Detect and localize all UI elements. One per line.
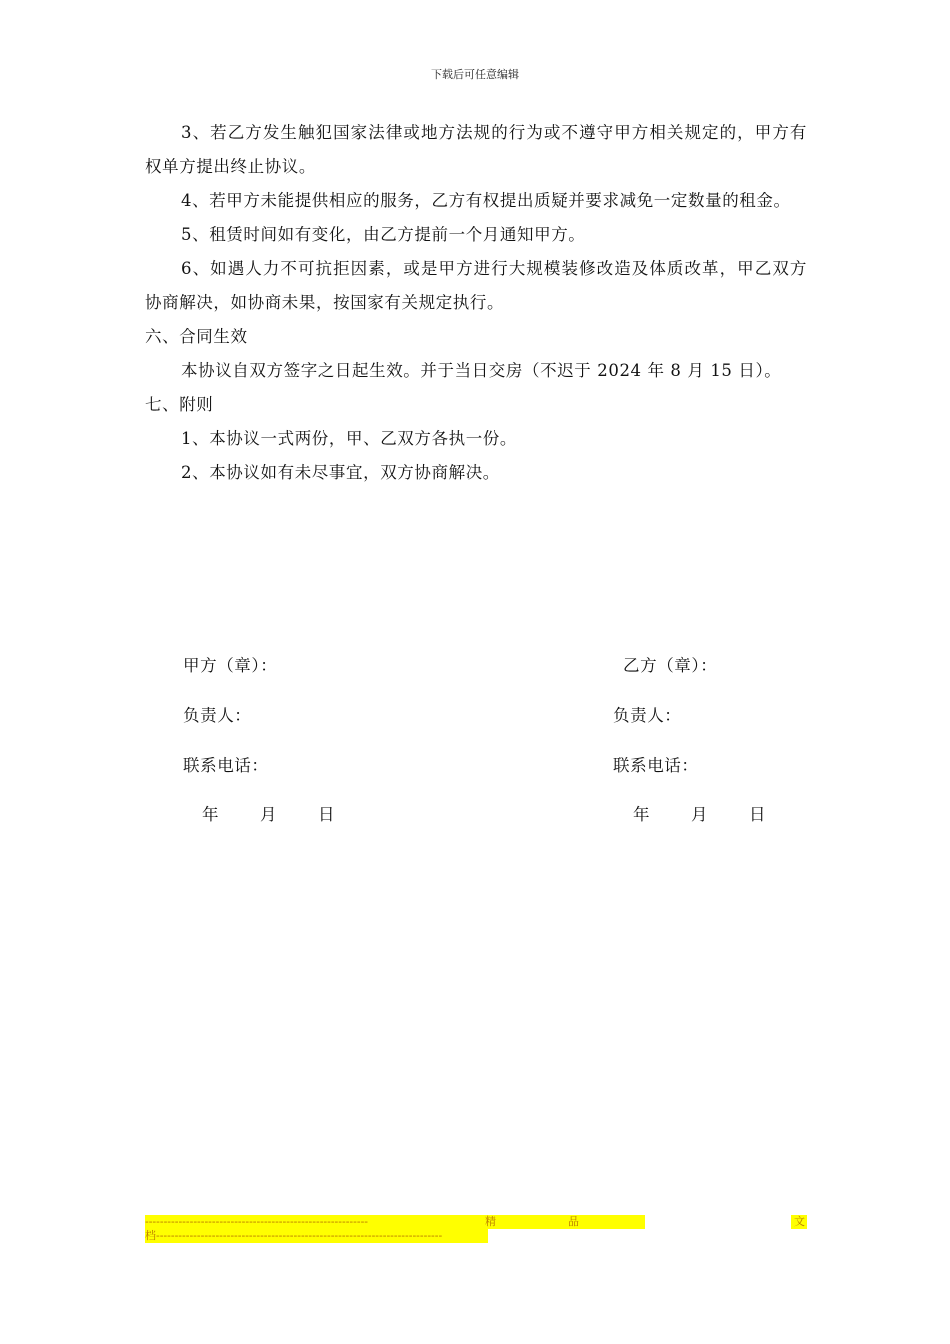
party-a-month-label: 月 (260, 805, 277, 824)
section-heading-appendix: 七、附则 (145, 395, 214, 414)
party-a-year-label: 年 (202, 805, 219, 824)
party-a-phone-label: 联系电话： (183, 756, 269, 775)
page-header: 下载后可任意编辑 (431, 68, 519, 81)
footer-word-1: 精 (485, 1215, 496, 1228)
footer-gap (645, 1215, 791, 1229)
clause-4: 4、若甲方未能提供相应的服务，乙方有权提出质疑并要求减免一定数量的租金。 (181, 191, 791, 210)
clause-5: 5、租赁时间如有变化，由乙方提前一个月通知甲方。 (181, 225, 586, 244)
party-a-day-label: 日 (318, 805, 335, 824)
footer-word-3: 文 (794, 1215, 805, 1228)
party-b-person-label: 负责人： (613, 706, 682, 725)
footer-dashes: ------------------------------------------------------------ (145, 1215, 369, 1228)
footer-line-1 (145, 1215, 807, 1229)
contract-body (145, 116, 807, 490)
party-a-seal-label: 甲方（章）： (183, 656, 278, 675)
clause-3: 3、若乙方发生触犯国家法律或地方法规的行为或不遵守甲方相关规定的，甲方有权单方提出终止协议。 (145, 123, 807, 176)
footer-line-2: 档----------------------------------------------------------------------------- (145, 1229, 488, 1243)
effective-clause: 本协议自双方签字之日起生效。并于当日交房（不迟于 2024 年 8 月 15 日）。 (181, 361, 782, 380)
footer-word-2: 品 (568, 1215, 579, 1228)
party-b-phone-label: 联系电话： (613, 756, 699, 775)
party-b-seal-label: 乙方（章）： (623, 656, 718, 675)
section-heading-effective: 六、合同生效 (145, 327, 248, 346)
footer-watermark (145, 1215, 807, 1243)
party-b-year-label: 年 (633, 805, 650, 824)
party-b-day-label: 日 (749, 805, 766, 824)
party-b-date (633, 801, 766, 825)
party-a-date (202, 801, 335, 825)
party-b-month-label: 月 (691, 805, 708, 824)
appendix-clause-1: 1、本协议一式两份，甲、乙双方各执一份。 (181, 429, 517, 448)
appendix-clause-2: 2、本协议如有未尽事宜，双方协商解决。 (181, 463, 500, 482)
clause-6: 6、如遇人力不可抗拒因素，或是甲方进行大规模装修改造及体质改革，甲乙双方协商解决，如协商未果，按国家有关规定执行。 (145, 259, 807, 312)
party-a-person-label: 负责人： (183, 706, 252, 725)
